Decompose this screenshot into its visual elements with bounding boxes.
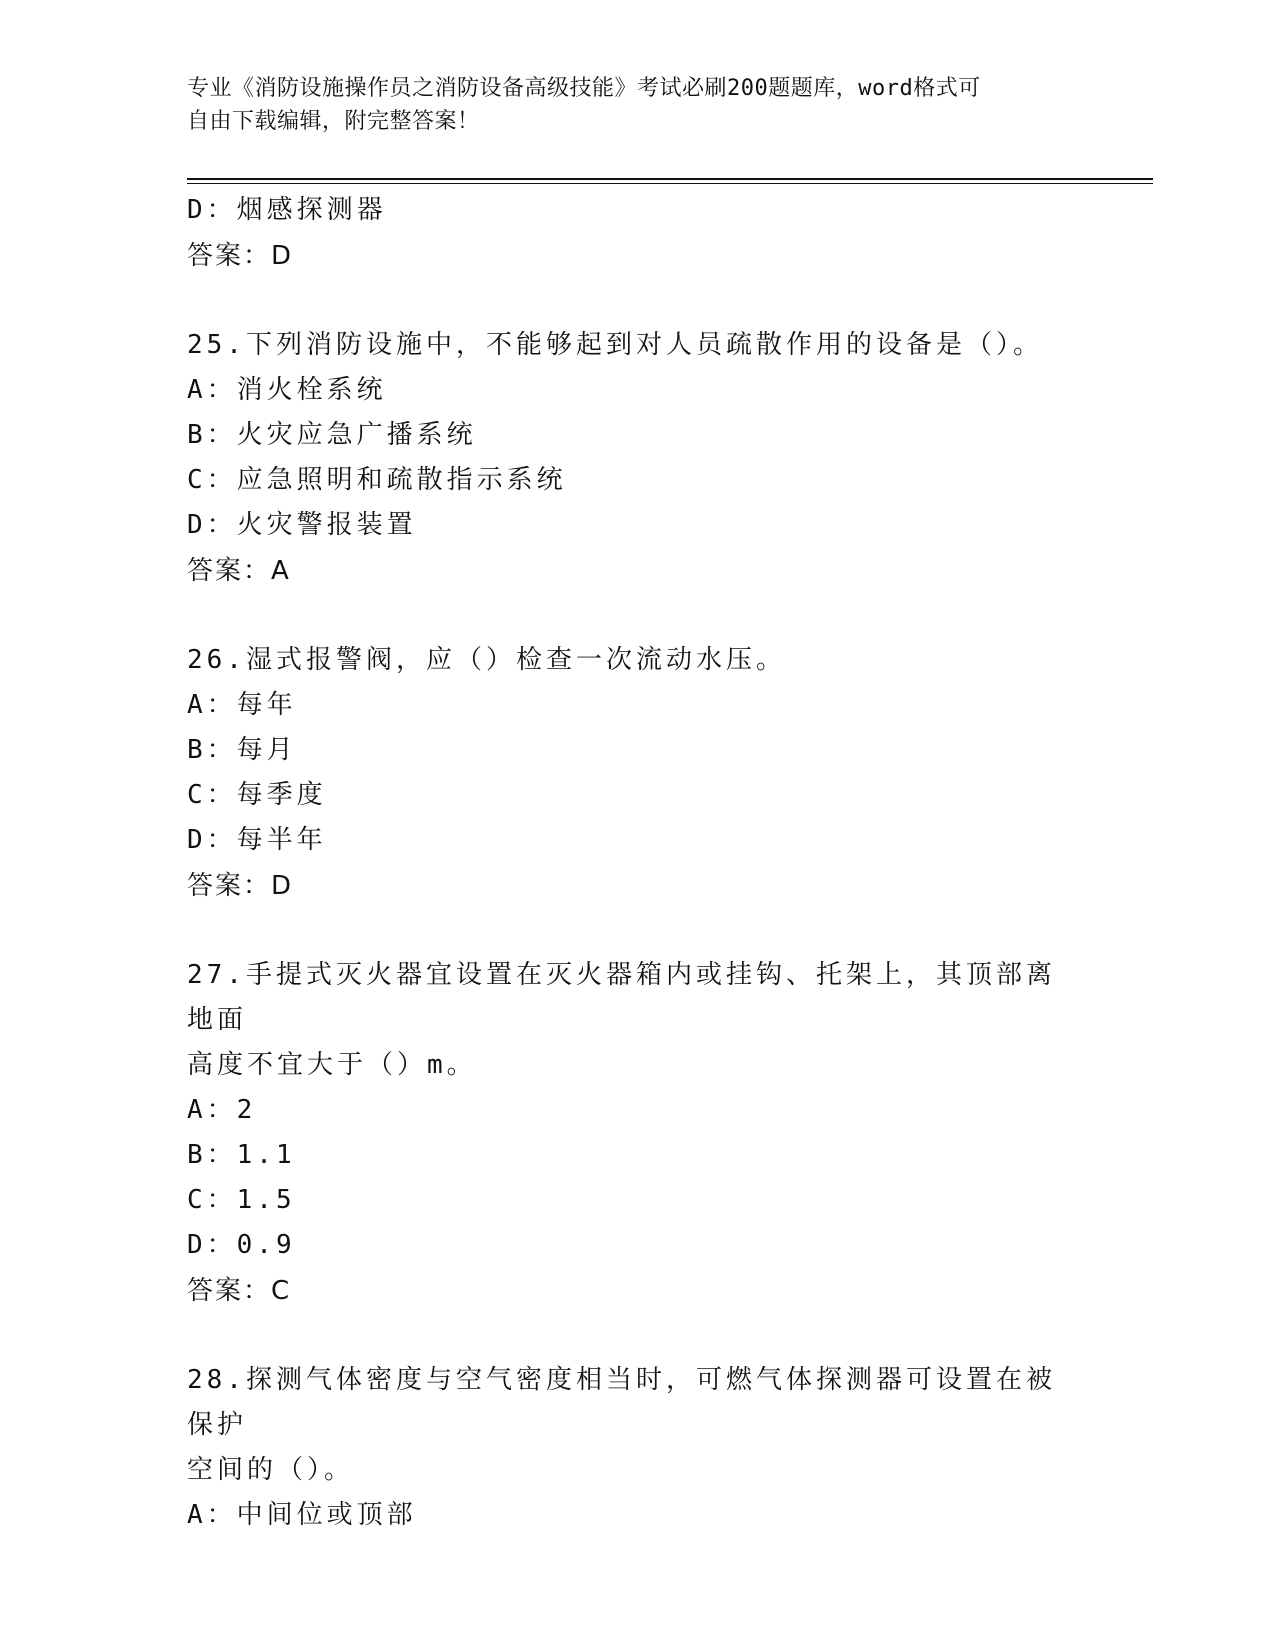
header-line-2: 自由下载编辑，附完整答案！ [187,109,480,134]
question-25 [187,323,1087,594]
question-spacer [187,909,1087,953]
option-a: A：2 [187,1095,257,1125]
question-stem-line-2: 空间的（）。 [187,1455,355,1485]
header-divider-thick [187,178,1153,180]
question-carryover [187,188,1087,279]
option-d: D：烟感探测器 [187,195,387,225]
question-spacer [187,1314,1087,1358]
question-stem-line-1: 27.手提式灭火器宜设置在灭火器箱内或挂钩、托架上，其顶部离地面 [187,960,1056,1035]
answer-label: 答案： [187,1276,272,1306]
answer-value: A [271,556,290,586]
question-stem-line-2: 高度不宜大于（）m。 [187,1050,477,1080]
question-26 [187,638,1087,909]
question-27 [187,953,1087,1314]
option-d: D：每半年 [187,825,327,855]
question-list [187,188,1087,1538]
answer-label: 答案： [187,871,272,901]
answer-label: 答案： [187,241,272,271]
question-stem: 26.湿式报警阀，应（）检查一次流动水压。 [187,645,786,675]
question-28 [187,1358,1087,1538]
answer-value: D [271,871,293,901]
option-c: C：应急照明和疏散指示系统 [187,465,567,495]
option-b: B：火灾应急广播系统 [187,420,477,450]
option-c: C：每季度 [187,780,327,810]
question-spacer [187,594,1087,638]
option-c: C：1.5 [187,1185,296,1215]
answer-label: 答案： [187,556,272,586]
document-header [187,72,1067,138]
option-b: B：每月 [187,735,297,765]
option-a: A：中间位或顶部 [187,1500,417,1530]
option-d: D：0.9 [187,1230,296,1260]
question-spacer [187,279,1087,323]
answer-line [187,548,1087,594]
answer-value: D [271,241,293,271]
option-a: A：每年 [187,690,297,720]
header-divider-thin [187,183,1153,184]
question-stem: 25.下列消防设施中，不能够起到对人员疏散作用的设备是（）。 [187,330,1043,360]
answer-line [187,863,1087,909]
answer-value: C [271,1276,291,1306]
option-b: B：1.1 [187,1140,296,1170]
answer-line [187,233,1087,279]
question-stem-line-1: 28.探测气体密度与空气密度相当时，可燃气体探测器可设置在被保护 [187,1365,1056,1440]
header-line-1: 专业《消防设施操作员之消防设备高级技能》考试必刷200题题库，word格式可 [187,76,981,101]
answer-line [187,1268,1087,1314]
option-d: D：火灾警报装置 [187,510,417,540]
option-a: A：消火栓系统 [187,375,387,405]
